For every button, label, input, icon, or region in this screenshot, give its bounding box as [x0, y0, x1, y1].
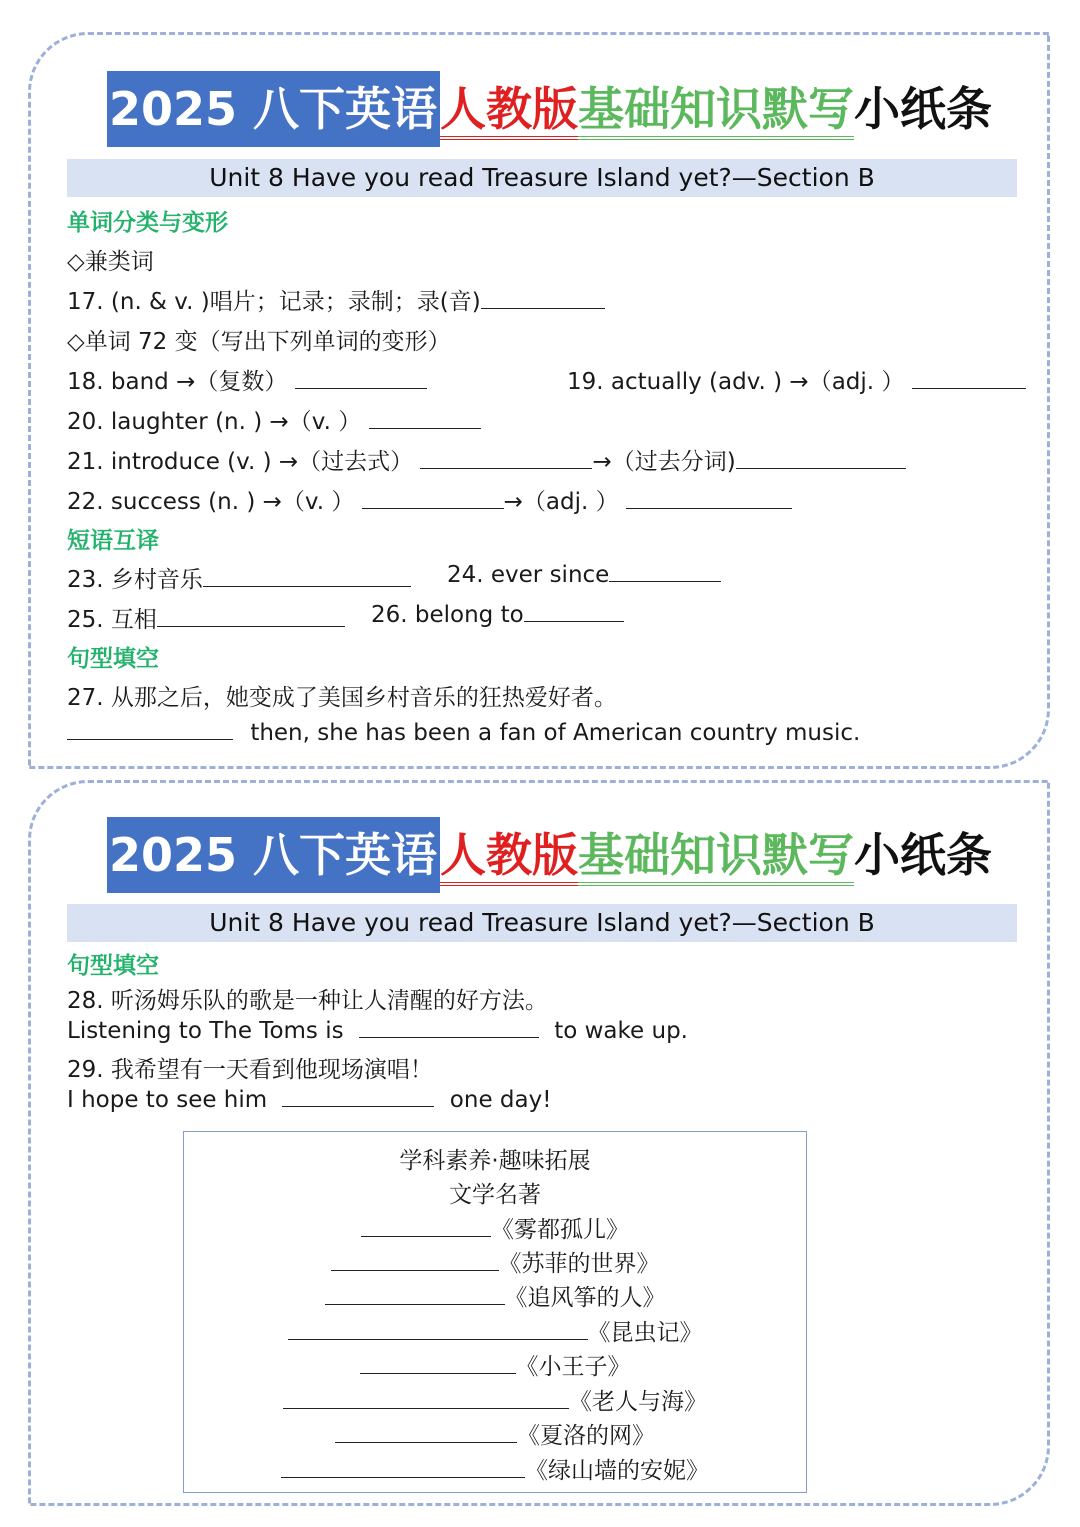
answer-blank[interactable]: [369, 408, 481, 429]
question-29-english: [67, 1086, 551, 1113]
book-title: 《夏洛的网》: [517, 1423, 655, 1449]
question-28-english-text-a: Listening to The Toms is: [67, 1018, 344, 1044]
title-note: 小纸条: [854, 828, 993, 882]
answer-blank[interactable]: [524, 601, 624, 622]
question-28-english-text-b: to wake up.: [554, 1018, 688, 1044]
question-29-english-text-b: one day!: [449, 1087, 552, 1113]
title-edition: 人教版: [440, 82, 578, 140]
answer-blank[interactable]: [67, 719, 233, 740]
subheading-transform: ◇单词 72 变（写出下列单词的变形）: [67, 329, 451, 355]
answer-blank[interactable]: [359, 1017, 539, 1038]
title-edition: 人教版: [440, 828, 578, 886]
title-note: 小纸条: [854, 82, 993, 136]
question-18-text: 18. band →（复数）: [67, 369, 288, 395]
box-title: 学科素养·趣味拓展: [399, 1148, 591, 1174]
section-heading-sentences: 句型填空: [67, 953, 159, 979]
subheading-multi-class: ◇兼类词: [67, 249, 154, 275]
question-24: [447, 561, 721, 588]
section-heading-sentences: 句型填空: [67, 646, 159, 672]
answer-blank[interactable]: [481, 288, 605, 309]
answer-blank[interactable]: [281, 1457, 525, 1478]
answer-blank[interactable]: [331, 1250, 499, 1271]
answer-blank[interactable]: [282, 1086, 434, 1107]
answer-blank[interactable]: [325, 1284, 505, 1305]
question-18: [67, 363, 427, 396]
question-22-text-a: 22. success (n. ) →（v. ）: [67, 489, 355, 515]
book-title: 《绿山墙的安妮》: [525, 1458, 709, 1484]
unit-title-bar: Unit 8 Have you read Treasure Island yet?—Section B: [67, 904, 1017, 942]
book-item: [184, 1348, 806, 1381]
answer-blank[interactable]: [295, 368, 427, 389]
title-year-grade: 2025 八下英语: [107, 817, 440, 893]
question-20: [67, 403, 481, 436]
title-knowledge: 基础知识默写: [578, 82, 854, 140]
answer-blank[interactable]: [736, 448, 906, 469]
book-item: [184, 1417, 806, 1450]
question-23: [67, 561, 411, 594]
box-subtitle: 文学名著: [449, 1182, 541, 1208]
section-heading-words: 单词分类与变形: [67, 210, 228, 236]
question-28-chinese: 28. 听汤姆乐队的歌是一种让人清醒的好方法。: [67, 988, 548, 1014]
page-title: [107, 71, 993, 147]
question-27-english: [67, 719, 860, 746]
unit-title-bar: Unit 8 Have you read Treasure Island yet?—Section B: [67, 159, 1017, 197]
book-item: [184, 1211, 806, 1244]
book-title: 《老人与海》: [569, 1389, 707, 1415]
book-title: 《追风筝的人》: [504, 1285, 666, 1311]
question-29-english-text-a: I hope to see him: [67, 1087, 268, 1113]
book-title: 《小王子》: [515, 1354, 631, 1380]
question-25: [67, 601, 345, 634]
question-29-chinese: 29. 我希望有一天看到他现场演唱！: [67, 1057, 433, 1083]
answer-blank[interactable]: [157, 606, 345, 627]
answer-blank[interactable]: [283, 1388, 569, 1409]
question-17-text: 17. (n. & v. )唱片；记录；录制；录(音): [67, 289, 481, 315]
book-item: [184, 1452, 806, 1485]
question-19-text: 19. actually (adv. ) →（adj. ）: [567, 369, 905, 395]
question-27-english-text: then, she has been a fan of American country music.: [250, 720, 861, 746]
book-item: [184, 1279, 806, 1312]
question-23-text: 23. 乡村音乐: [67, 567, 203, 593]
book-title: 《雾都孤儿》: [491, 1217, 629, 1243]
book-title: 《苏菲的世界》: [498, 1251, 660, 1277]
answer-blank[interactable]: [626, 488, 792, 509]
answer-blank[interactable]: [912, 368, 1026, 389]
card-1: [28, 32, 1050, 769]
question-27-chinese: 27. 从那之后，她变成了美国乡村音乐的狂热爱好者。: [67, 685, 617, 711]
book-item: [184, 1383, 806, 1416]
title-knowledge: 基础知识默写: [578, 828, 854, 886]
page-title: [107, 817, 993, 893]
answer-blank[interactable]: [288, 1319, 588, 1340]
literature-extension-box: [183, 1131, 807, 1493]
question-17: [67, 283, 605, 316]
question-25-text: 25. 互相: [67, 607, 157, 633]
question-21-text-b: →（过去分词): [592, 449, 736, 475]
answer-blank[interactable]: [420, 448, 592, 469]
question-21: [67, 443, 906, 476]
title-year-grade: 2025 八下英语: [107, 71, 440, 147]
card-2: [28, 780, 1050, 1506]
question-22-text-b: →（adj. ）: [503, 489, 619, 515]
question-28-english: [67, 1017, 688, 1044]
answer-blank[interactable]: [335, 1422, 517, 1443]
question-26: [371, 601, 624, 628]
answer-blank[interactable]: [203, 566, 411, 587]
answer-blank[interactable]: [362, 488, 504, 509]
book-item: [184, 1314, 806, 1347]
question-22: [67, 483, 792, 516]
question-24-text: 24. ever since: [447, 562, 610, 588]
answer-blank[interactable]: [609, 561, 721, 582]
book-item: [184, 1245, 806, 1278]
question-19: [567, 363, 1026, 396]
answer-blank[interactable]: [361, 1216, 491, 1237]
answer-blank[interactable]: [360, 1353, 516, 1374]
question-26-text: 26. belong to: [371, 602, 524, 628]
question-21-text-a: 21. introduce (v. ) →（过去式）: [67, 449, 414, 475]
book-title: 《昆虫记》: [587, 1320, 703, 1346]
question-20-text: 20. laughter (n. ) →（v. ）: [67, 409, 362, 435]
section-heading-phrases: 短语互译: [67, 528, 159, 554]
